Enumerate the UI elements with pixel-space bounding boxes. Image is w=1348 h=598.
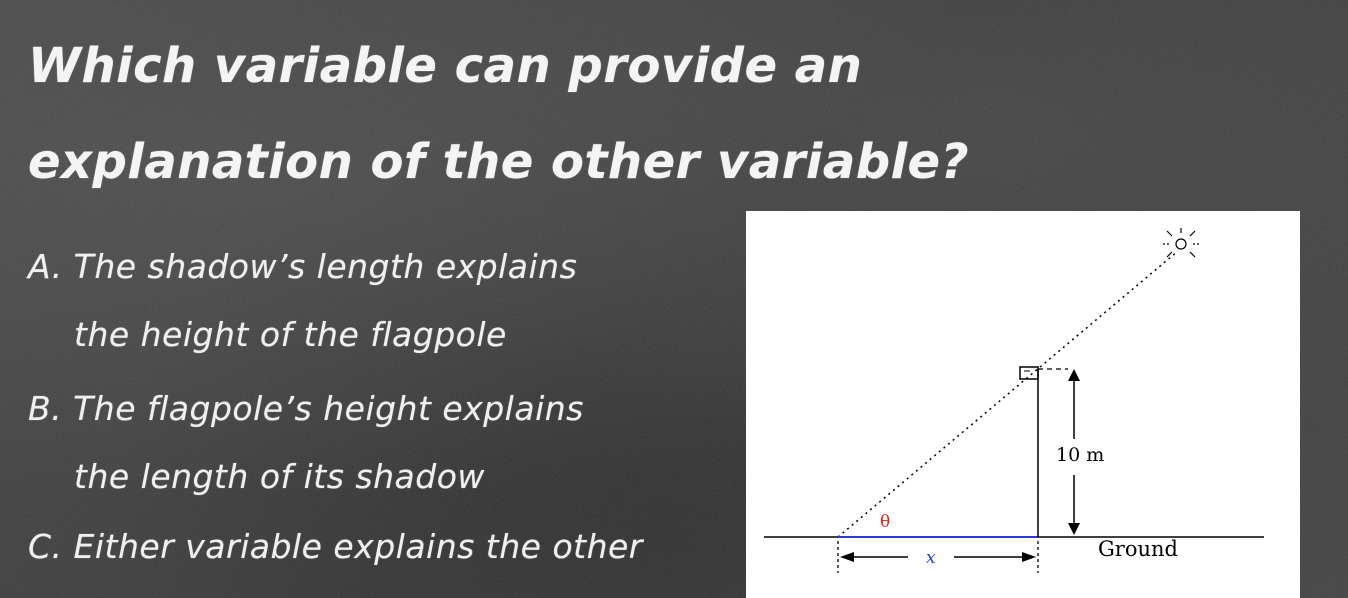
option-b-line-2: the length of its shadow xyxy=(74,457,485,496)
sun-icon xyxy=(1162,228,1201,257)
ground-label: Ground xyxy=(1098,537,1178,561)
option-b-line-1: B. The flagpole’s height explains xyxy=(28,389,584,428)
angle-label: θ xyxy=(880,512,891,532)
option-a-line-1: A. The shadow’s length explains xyxy=(28,247,578,286)
flag-top-box xyxy=(1020,367,1038,379)
option-c: C. Either variable explains the other xyxy=(28,527,643,566)
option-a-line-2: the height of the flagpole xyxy=(74,315,507,354)
question-title xyxy=(28,18,969,210)
question-line-2: explanation of the other variable? xyxy=(28,134,969,190)
height-label: 10 m xyxy=(1056,444,1105,466)
question-line-1: Which variable can provide an xyxy=(28,38,863,94)
shadow-label: x xyxy=(926,548,936,568)
height-arrow-down-head xyxy=(1068,523,1080,535)
sun-ray-line xyxy=(838,251,1178,537)
height-arrow-up-head xyxy=(1068,369,1080,381)
shadow-arrow-right-head xyxy=(1022,552,1036,562)
flagpole-diagram xyxy=(746,211,1300,598)
